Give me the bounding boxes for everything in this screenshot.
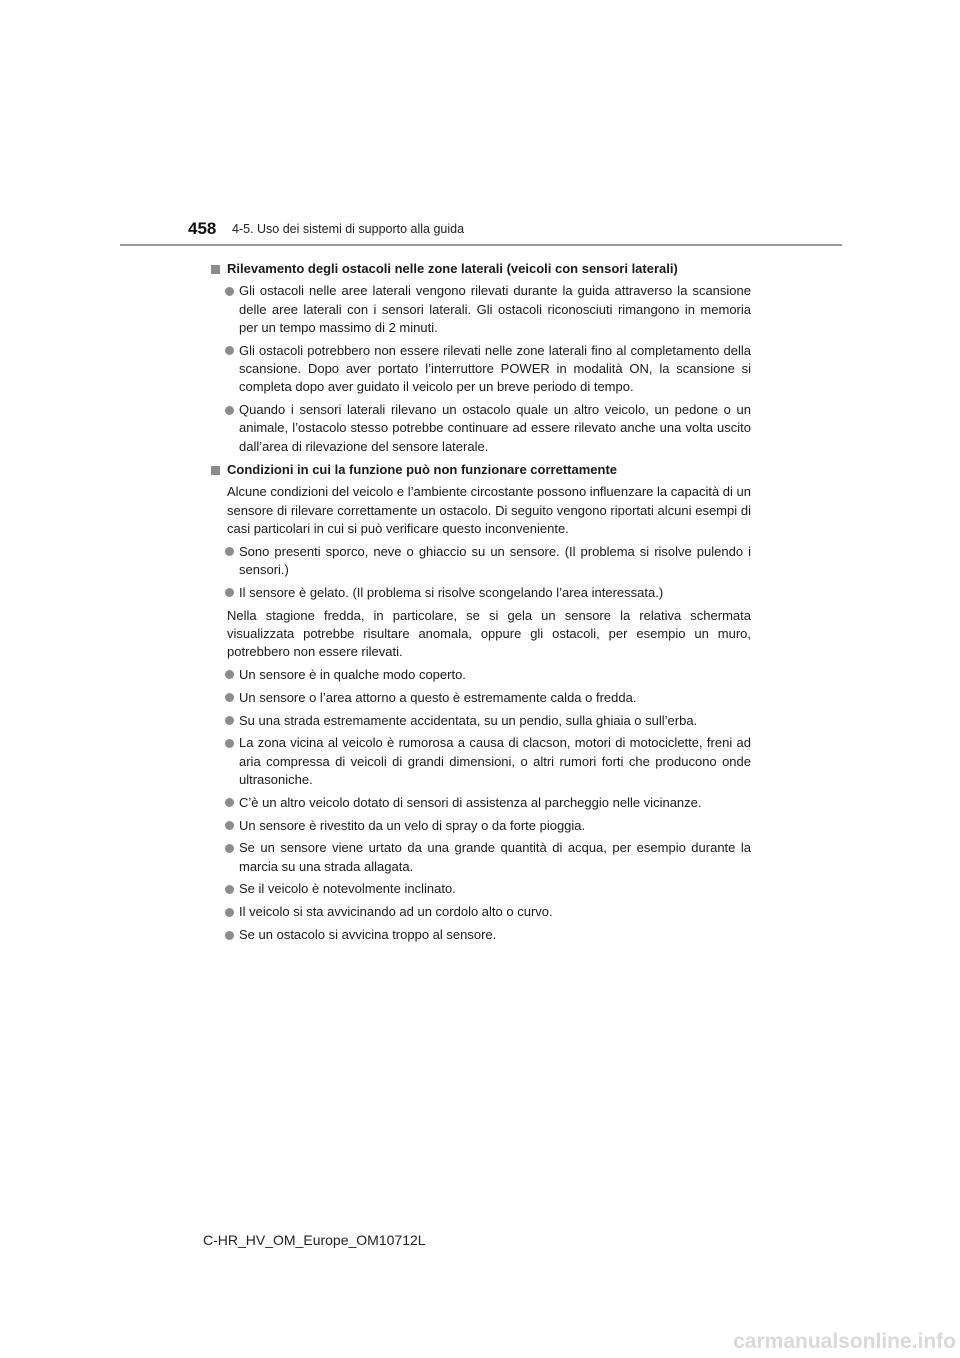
circle-bullet-icon — [225, 693, 234, 702]
list-item-text: Gli ostacoli nelle aree laterali vengono rilevati durante la guida attraverso la scansione delle aree laterali con i sensori laterali. Gli ostacoli riconosciuti rimangono in memoria per un tempo massimo di 2 minuti. — [239, 283, 751, 335]
list-item — [211, 839, 751, 876]
heading-text: Rilevamento degli ostacoli nelle zone laterali (veicoli con sensori laterali) — [227, 261, 678, 276]
list-item — [211, 926, 751, 944]
circle-bullet-icon — [225, 588, 234, 597]
list-item-text: Un sensore è in qualche modo coperto. — [239, 666, 466, 682]
list-item-text: Quando i sensori laterali rilevano un ostacolo quale un altro veicolo, un pedone o un animale, l’ostacolo stesso potrebbe continuare ad essere rilevato anche una volta uscito dall’area di rilevazione del sensore laterale. — [239, 402, 751, 454]
list-item — [211, 794, 751, 812]
list-item — [211, 666, 751, 684]
list-item — [211, 689, 751, 707]
list-item — [211, 342, 751, 397]
circle-bullet-icon — [225, 670, 234, 679]
intro-paragraph: Alcune condizioni del veicolo e l’ambiente circostante possono influenzare la capacità di un sensore di rilevare correttamente un ostacolo. Di seguito vengono riportati alcuni esempi di casi particolari in cui si può verificare questo inconveniente. — [227, 484, 751, 536]
page-content — [211, 255, 751, 949]
list-item-text: Un sensore o l’area attorno a questo è estremamente calda o fredda. — [239, 689, 637, 705]
square-bullet-icon — [211, 265, 220, 274]
page-number: 458 — [188, 219, 217, 238]
square-bullet-icon — [211, 466, 220, 475]
circle-bullet-icon — [225, 908, 234, 917]
section-heading-side-detection — [211, 260, 751, 278]
circle-bullet-icon — [225, 547, 234, 556]
header-divider — [120, 244, 842, 246]
list-item — [211, 903, 751, 921]
heading-text: Condizioni in cui la funzione può non funzionare correttamente — [227, 461, 617, 477]
circle-bullet-icon — [225, 931, 234, 940]
list-item — [211, 712, 751, 730]
circle-bullet-icon — [225, 716, 234, 725]
circle-bullet-icon — [225, 346, 234, 355]
list-item — [211, 543, 751, 580]
list-item — [211, 401, 751, 456]
circle-bullet-icon — [225, 885, 234, 894]
list-item-text: Sono presenti sporco, neve o ghiaccio su un sensore. (Il problema si risolve pulendo i sensori.) — [239, 543, 751, 577]
section-title: 4-5. Uso dei sistemi di supporto alla guida — [232, 222, 465, 236]
list-item-text: Un sensore è rivestito da un velo di spray o da forte pioggia. — [239, 817, 586, 833]
list-item — [211, 734, 751, 789]
list-item-text: Il sensore è gelato. (Il problema si risolve scongelando l’area interessata.) — [239, 584, 664, 600]
list-item-text: Il veicolo si sta avvicinando ad un cordolo alto o curvo. — [239, 904, 553, 920]
document-code: C-HR_HV_OM_Europe_OM10712L — [203, 1232, 426, 1248]
circle-bullet-icon — [225, 739, 234, 748]
circle-bullet-icon — [225, 821, 234, 830]
list-item — [211, 584, 751, 602]
list-item-text: Gli ostacoli potrebbero non essere rilevati nelle zone laterali fino al completamento della scansione. Dopo aver portato l’interruttore POWER in modalità ON, la scansione si completa dopo aver guidato il veicolo per un breve periodo di tempo. — [239, 342, 751, 395]
watermark: carmanualsonline.info — [733, 1330, 956, 1353]
list-item-text: La zona vicina al veicolo è rumorosa a causa di clacson, motori di motociclette, freni ad aria compressa di veicoli di grandi dimensioni, o altri rumori forti che producono onde ultrasoniche. — [239, 735, 751, 787]
note-paragraph: Nella stagione fredda, in particolare, se si gela un sensore la relativa schermata visualizzata potrebbe risultare anomala, oppure gli ostacoli, per esempio un muro, potrebbero non essere rilevati. — [227, 607, 751, 660]
section-heading-malfunction-conditions — [211, 461, 751, 479]
circle-bullet-icon — [225, 798, 234, 807]
circle-bullet-icon — [225, 287, 234, 296]
list-item — [211, 282, 751, 337]
list-item-text: Se un ostacolo si avvicina troppo al sensore. — [239, 927, 497, 942]
list-item — [211, 880, 751, 898]
circle-bullet-icon — [225, 406, 234, 415]
list-item-text: C’è un altro veicolo dotato di sensori di assistenza al parcheggio nelle vicinanze. — [239, 794, 702, 810]
list-item-text: Se il veicolo è notevolmente inclinato. — [239, 881, 456, 897]
list-item-text: Se un sensore viene urtato da una grande quantità di acqua, per esempio durante la marcia su una strada allagata. — [239, 840, 751, 874]
list-item-text: Su una strada estremamente accidentata, su un pendio, sulla ghiaia o sull’erba. — [239, 712, 698, 728]
circle-bullet-icon — [225, 844, 234, 853]
list-item — [211, 817, 751, 835]
